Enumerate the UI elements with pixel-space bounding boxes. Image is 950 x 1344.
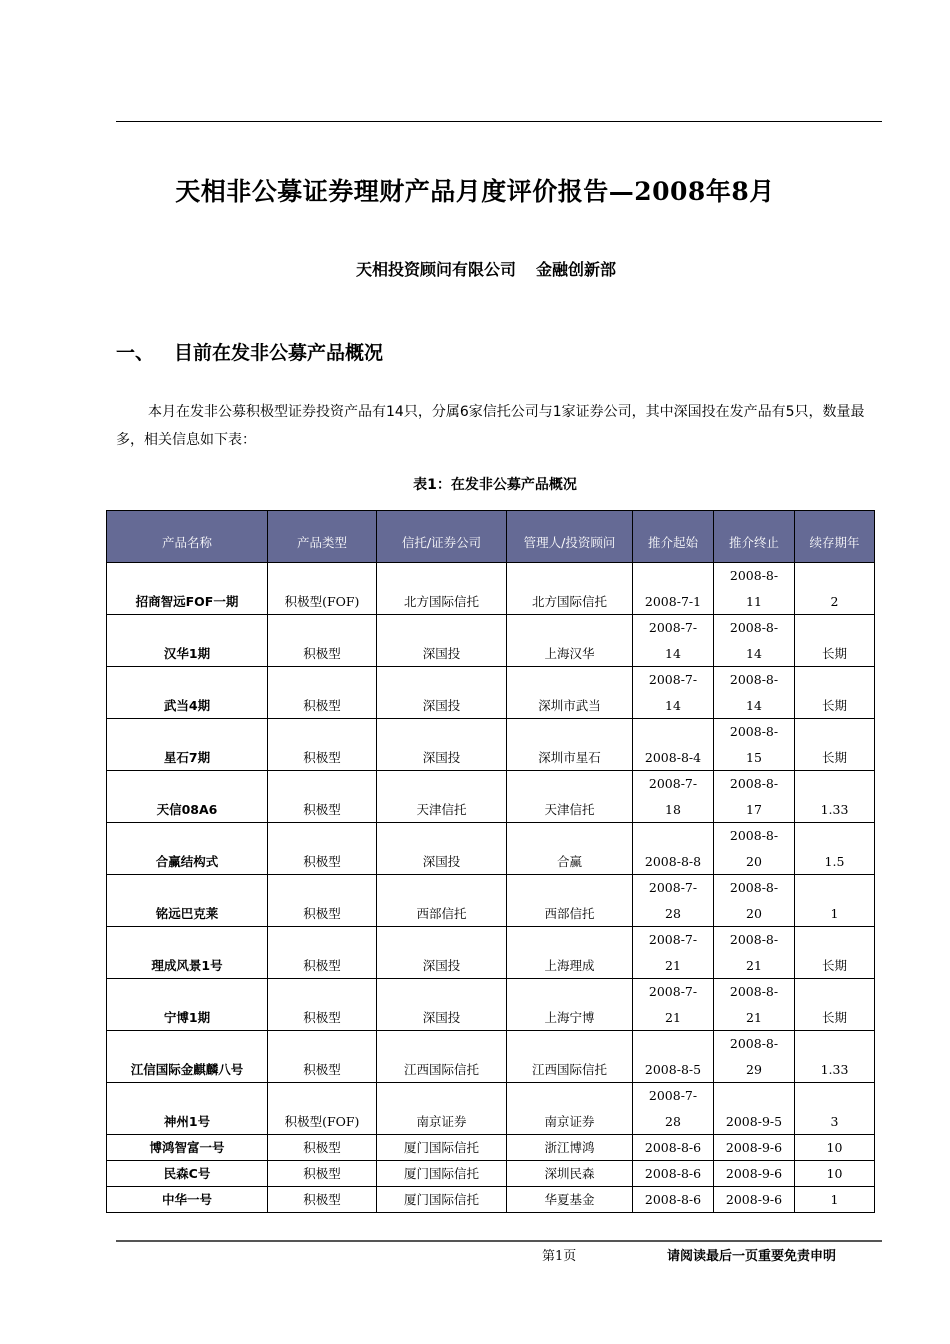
header-duration-label: 续存期年 bbox=[809, 535, 860, 550]
cell-duration: 1.33 bbox=[795, 771, 875, 823]
cell-manager: 上海理成 bbox=[507, 927, 633, 979]
cell-company: 江西国际信托 bbox=[377, 1031, 507, 1083]
header-manager: 管理人/投资顾问 bbox=[507, 511, 633, 563]
date-part: 15 bbox=[746, 749, 762, 765]
cell-start-date bbox=[633, 979, 714, 1031]
cell-end-date bbox=[714, 771, 795, 823]
header-product-name: 产品名称 bbox=[107, 511, 268, 563]
cell-manager: 深圳市星石 bbox=[507, 719, 633, 771]
cell-start-date: 2008-8-6 bbox=[633, 1135, 714, 1161]
cell-company: 厦门国际信托 bbox=[377, 1161, 507, 1187]
table-row bbox=[107, 1135, 875, 1161]
top-rule bbox=[116, 121, 882, 122]
table-header-row bbox=[107, 511, 875, 563]
cell-start-date: 2008-8-8 bbox=[633, 823, 714, 875]
bottom-rule bbox=[116, 1240, 882, 1242]
date-part: 2008-7- bbox=[648, 932, 698, 947]
cell-product-name: 江信国际金麒麟八号 bbox=[107, 1031, 268, 1083]
subtitle-dept: 金融创新部 bbox=[536, 260, 617, 279]
cell-manager: 南京证券 bbox=[507, 1083, 633, 1135]
date-part: 28 bbox=[665, 1113, 681, 1129]
cell-start-date: 2008-8-5 bbox=[633, 1031, 714, 1083]
date-part: 21 bbox=[665, 957, 681, 973]
cell-manager: 天津信托 bbox=[507, 771, 633, 823]
cell-product-name: 天信08A6 bbox=[107, 771, 268, 823]
cell-duration: 1 bbox=[795, 1187, 875, 1213]
cell-start-date bbox=[633, 667, 714, 719]
cell-manager: 上海汉华 bbox=[507, 615, 633, 667]
cell-product-name: 中华一号 bbox=[107, 1187, 268, 1213]
cell-company: 西部信托 bbox=[377, 875, 507, 927]
cell-manager: 深圳民森 bbox=[507, 1161, 633, 1187]
cell-product-type: 积极型 bbox=[268, 1187, 377, 1213]
date-part: 21 bbox=[746, 1009, 762, 1025]
cell-end-date bbox=[714, 615, 795, 667]
table-row bbox=[107, 615, 875, 667]
cell-manager: 浙江博鸿 bbox=[507, 1135, 633, 1161]
header-company: 信托/证券公司 bbox=[377, 511, 507, 563]
cell-company: 深国投 bbox=[377, 979, 507, 1031]
cell-company: 深国投 bbox=[377, 823, 507, 875]
table-row bbox=[107, 875, 875, 927]
cell-company: 深国投 bbox=[377, 615, 507, 667]
cell-product-type: 积极型 bbox=[268, 667, 377, 719]
page-number: 第1页 bbox=[542, 1249, 577, 1264]
date-part: 2008-7- bbox=[648, 620, 698, 635]
date-part: 2008-8- bbox=[729, 776, 779, 791]
table-row bbox=[107, 1187, 875, 1213]
cell-product-type: 积极型 bbox=[268, 875, 377, 927]
header-duration bbox=[795, 511, 875, 563]
cell-duration: 长期 bbox=[795, 979, 875, 1031]
cell-product-type: 积极型 bbox=[268, 823, 377, 875]
cell-duration: 10 bbox=[795, 1161, 875, 1187]
table-row bbox=[107, 1083, 875, 1135]
table-row bbox=[107, 1031, 875, 1083]
cell-company: 深国投 bbox=[377, 927, 507, 979]
cell-company: 南京证券 bbox=[377, 1083, 507, 1135]
date-part: 2008-8- bbox=[729, 828, 779, 843]
header-end: 推介终止 bbox=[714, 511, 795, 563]
cell-start-date: 2008-8-6 bbox=[633, 1161, 714, 1187]
cell-product-name: 铭远巴克莱 bbox=[107, 875, 268, 927]
table-row bbox=[107, 667, 875, 719]
date-part: 2008-8- bbox=[729, 568, 779, 583]
section-number: 一、 bbox=[116, 342, 155, 364]
date-part: 2008-8- bbox=[729, 880, 779, 895]
cell-company: 深国投 bbox=[377, 667, 507, 719]
subtitle-org: 天相投资顾问有限公司 bbox=[356, 260, 517, 279]
cell-manager: 深圳市武当 bbox=[507, 667, 633, 719]
cell-product-type: 积极型(FOF) bbox=[268, 563, 377, 615]
date-part: 14 bbox=[746, 645, 762, 661]
cell-manager: 西部信托 bbox=[507, 875, 633, 927]
cell-product-name: 理成风景1号 bbox=[107, 927, 268, 979]
date-part: 2008-8- bbox=[729, 932, 779, 947]
cell-duration: 长期 bbox=[795, 719, 875, 771]
cell-company: 厦门国际信托 bbox=[377, 1135, 507, 1161]
cell-product-type: 积极型 bbox=[268, 927, 377, 979]
cell-product-type: 积极型 bbox=[268, 1161, 377, 1187]
cell-end-date bbox=[714, 875, 795, 927]
cell-product-name: 博鸿智富一号 bbox=[107, 1135, 268, 1161]
cell-manager: 合赢 bbox=[507, 823, 633, 875]
date-part: 2008-8- bbox=[729, 620, 779, 635]
cell-product-name: 汉华1期 bbox=[107, 615, 268, 667]
cell-end-date bbox=[714, 927, 795, 979]
cell-product-type: 积极型 bbox=[268, 719, 377, 771]
document-subtitle bbox=[356, 257, 636, 280]
cell-start-date bbox=[633, 615, 714, 667]
cell-duration: 1 bbox=[795, 875, 875, 927]
cell-manager: 江西国际信托 bbox=[507, 1031, 633, 1083]
cell-duration: 长期 bbox=[795, 927, 875, 979]
cell-duration: 1.33 bbox=[795, 1031, 875, 1083]
cell-company: 北方国际信托 bbox=[377, 563, 507, 615]
cell-start-date bbox=[633, 771, 714, 823]
section-heading bbox=[116, 338, 383, 365]
section-title: 目前在发非公募产品概况 bbox=[174, 342, 384, 364]
cell-end-date bbox=[714, 1031, 795, 1083]
table-body bbox=[107, 563, 875, 1213]
cell-start-date bbox=[633, 927, 714, 979]
cell-product-name: 宁博1期 bbox=[107, 979, 268, 1031]
cell-product-name: 神州1号 bbox=[107, 1083, 268, 1135]
date-part: 2008-7- bbox=[648, 880, 698, 895]
date-part: 2008-7- bbox=[648, 672, 698, 687]
cell-duration: 长期 bbox=[795, 615, 875, 667]
date-part: 20 bbox=[746, 853, 762, 869]
cell-duration: 3 bbox=[795, 1083, 875, 1135]
document-title: 天相非公募证券理财产品月度评价报告—2008年8月 bbox=[175, 177, 775, 206]
table-row bbox=[107, 563, 875, 615]
date-part: 17 bbox=[746, 801, 762, 817]
products-table bbox=[106, 510, 875, 1213]
cell-start-date bbox=[633, 1083, 714, 1135]
cell-product-type: 积极型 bbox=[268, 1135, 377, 1161]
cell-product-name: 招商智远FOF一期 bbox=[107, 563, 268, 615]
date-part: 14 bbox=[746, 697, 762, 713]
table-row bbox=[107, 719, 875, 771]
cell-product-name: 合赢结构式 bbox=[107, 823, 268, 875]
cell-company: 天津信托 bbox=[377, 771, 507, 823]
date-part: 20 bbox=[746, 905, 762, 921]
table-row bbox=[107, 823, 875, 875]
cell-end-date bbox=[714, 563, 795, 615]
cell-end-date: 2008-9-6 bbox=[714, 1187, 795, 1213]
cell-end-date bbox=[714, 823, 795, 875]
table-row bbox=[107, 927, 875, 979]
cell-duration: 1.5 bbox=[795, 823, 875, 875]
cell-product-type: 积极型 bbox=[268, 771, 377, 823]
date-part: 2008-8- bbox=[729, 672, 779, 687]
date-part: 2008-7- bbox=[648, 776, 698, 791]
date-part: 29 bbox=[746, 1061, 762, 1077]
cell-duration: 长期 bbox=[795, 667, 875, 719]
table-row bbox=[107, 1161, 875, 1187]
cell-manager: 华夏基金 bbox=[507, 1187, 633, 1213]
cell-product-name: 武当4期 bbox=[107, 667, 268, 719]
date-part: 21 bbox=[665, 1009, 681, 1025]
cell-product-name: 星石7期 bbox=[107, 719, 268, 771]
header-start: 推介起始 bbox=[633, 511, 714, 563]
cell-manager: 上海宁博 bbox=[507, 979, 633, 1031]
cell-product-type: 积极型 bbox=[268, 615, 377, 667]
section-paragraph: 本月在发非公募积极型证券投资产品有14只，分属6家信托公司与1家证券公司，其中深国投在发产品有5只，数量最多，相关信息如下表： bbox=[116, 404, 865, 448]
cell-end-date: 2008-9-6 bbox=[714, 1135, 795, 1161]
cell-start-date: 2008-8-6 bbox=[633, 1187, 714, 1213]
cell-start-date: 2008-7-1 bbox=[633, 563, 714, 615]
cell-company: 深国投 bbox=[377, 719, 507, 771]
cell-product-name: 民森C号 bbox=[107, 1161, 268, 1187]
date-part: 14 bbox=[665, 645, 681, 661]
cell-duration: 2 bbox=[795, 563, 875, 615]
date-part: 2008-8- bbox=[729, 1036, 779, 1051]
cell-end-date bbox=[714, 979, 795, 1031]
date-part: 2008-8- bbox=[729, 724, 779, 739]
cell-end-date bbox=[714, 719, 795, 771]
cell-end-date bbox=[714, 667, 795, 719]
table-row bbox=[107, 771, 875, 823]
date-part: 2008-7- bbox=[648, 1088, 698, 1103]
cell-duration: 10 bbox=[795, 1135, 875, 1161]
date-part: 21 bbox=[746, 957, 762, 973]
date-part: 18 bbox=[665, 801, 681, 817]
table-caption: 表1：在发非公募产品概况 bbox=[413, 477, 577, 493]
date-part: 2008-7- bbox=[648, 984, 698, 999]
cell-product-type: 积极型 bbox=[268, 1031, 377, 1083]
cell-company: 厦门国际信托 bbox=[377, 1187, 507, 1213]
table-row bbox=[107, 979, 875, 1031]
date-part: 14 bbox=[665, 697, 681, 713]
cell-start-date: 2008-8-4 bbox=[633, 719, 714, 771]
date-part: 11 bbox=[746, 593, 762, 609]
cell-end-date: 2008-9-6 bbox=[714, 1161, 795, 1187]
cell-end-date: 2008-9-5 bbox=[714, 1083, 795, 1135]
cell-start-date bbox=[633, 875, 714, 927]
date-part: 2008-8- bbox=[729, 984, 779, 999]
cell-manager: 北方国际信托 bbox=[507, 563, 633, 615]
header-product-type: 产品类型 bbox=[268, 511, 377, 563]
cell-product-type: 积极型(FOF) bbox=[268, 1083, 377, 1135]
cell-product-type: 积极型 bbox=[268, 979, 377, 1031]
date-part: 28 bbox=[665, 905, 681, 921]
disclaimer-note: 请阅读最后一页重要免责申明 bbox=[667, 1249, 837, 1264]
